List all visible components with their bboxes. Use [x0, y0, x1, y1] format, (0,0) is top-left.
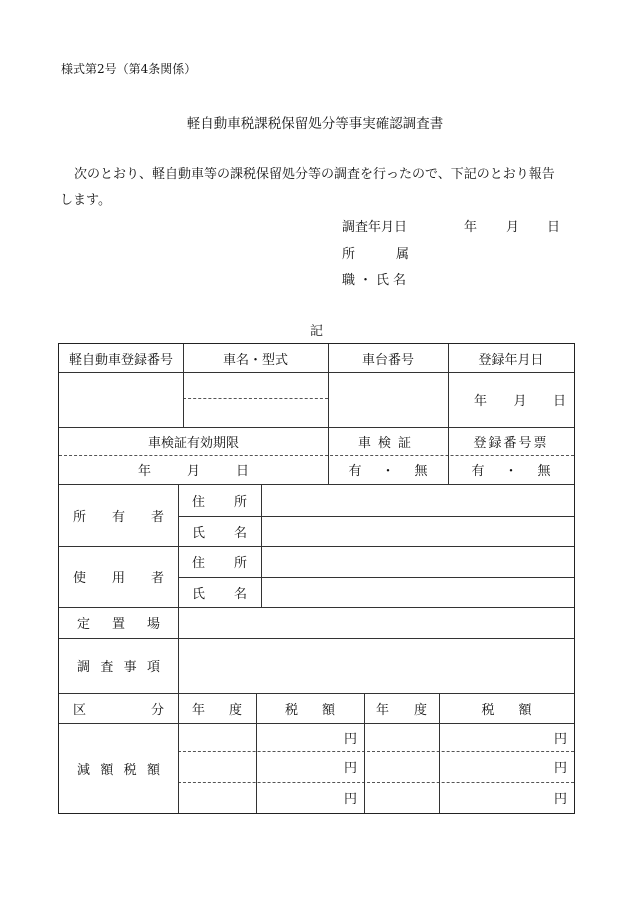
registration-date-input[interactable]: [448, 372, 574, 427]
tax-amount-input-1-1[interactable]: 円: [343, 731, 357, 747]
reg-date-month: 月: [513, 394, 527, 409]
tax-amount-input-2-3[interactable]: 円: [553, 792, 567, 807]
category-label: 区 分: [73, 702, 164, 718]
tax-amount-input-2-2[interactable]: 円: [553, 761, 567, 776]
fiscal-year-input-1-2[interactable]: [178, 751, 256, 782]
user-name-input[interactable]: [261, 577, 574, 607]
intro-text-line-1: 次のとおり、軽自動車等の課税保留処分等の調査を行ったので、下記のとおり報告: [74, 167, 555, 182]
vehicle-type-input[interactable]: [183, 398, 328, 427]
form-number: 様式第2号（第4条関係）: [61, 62, 197, 76]
registration-number-input[interactable]: [59, 372, 183, 427]
survey-date-day: 日: [547, 220, 561, 235]
survey-date-label: 調査年月日: [342, 220, 408, 235]
document-title: 軽自動車税課税保留処分等事実確認調査書: [186, 116, 444, 132]
tax-amount-input-2-1[interactable]: 円: [553, 731, 567, 747]
inspection-cert-choice[interactable]: 有 ・ 無: [348, 464, 428, 479]
user-address-input[interactable]: [261, 546, 574, 577]
inspection-expiry-header: 車検証有効期限: [147, 435, 239, 451]
tax-amount-header-2: 税 額: [481, 702, 532, 718]
owner-label: 所 有 者: [73, 509, 164, 525]
investigation-items-input[interactable]: [178, 638, 574, 693]
department-label-1: 所: [342, 247, 356, 262]
inspection-cert-header: 車検証: [357, 435, 418, 451]
owner-name-input[interactable]: [261, 516, 574, 546]
chassis-number-input[interactable]: [328, 372, 448, 427]
ki-heading: 記: [310, 324, 324, 339]
user-address-label: 住 所: [192, 556, 247, 571]
owner-name-label: 氏 名: [192, 525, 247, 541]
number-plate-choice[interactable]: 有 ・ 無: [471, 464, 551, 479]
user-label: 使 用 者: [73, 571, 164, 586]
fiscal-year-input-1-1[interactable]: [178, 723, 256, 751]
fiscal-year-input-2-3[interactable]: [364, 782, 439, 813]
vehicle-name-input[interactable]: [183, 372, 328, 398]
reduced-tax-label: 減 額 税 額: [77, 762, 160, 778]
storage-location-input[interactable]: [178, 607, 574, 638]
number-plate-header: 登録番号票: [473, 435, 549, 451]
fiscal-year-input-1-3[interactable]: [178, 782, 256, 813]
user-name-label: 氏 名: [192, 586, 247, 602]
tax-amount-input-1-3[interactable]: 円: [343, 792, 357, 807]
investigation-items-label: 調 査 事 項: [77, 660, 160, 675]
department-label-2: 属: [396, 247, 410, 262]
fiscal-year-input-2-2[interactable]: [364, 751, 439, 782]
fiscal-year-input-2-1[interactable]: [364, 723, 439, 751]
intro-text-line-2: します。: [60, 193, 111, 208]
position-name-label: 職・氏名: [342, 273, 411, 288]
registration-number-header: 軽自動車登録番号: [68, 352, 173, 368]
tax-amount-header-1: 税 額: [284, 702, 336, 718]
owner-address-label: 住 所: [192, 494, 247, 510]
owner-address-input[interactable]: [261, 484, 574, 516]
inspection-expiry-input[interactable]: 年 月 日: [137, 464, 250, 479]
fiscal-year-header-1: 年 度: [192, 702, 242, 718]
survey-date-year: 年: [464, 220, 478, 235]
fiscal-year-header-2: 年 度: [376, 702, 427, 718]
vehicle-model-header: 車名・型式: [222, 352, 288, 368]
reg-date-day: 日: [552, 394, 566, 409]
tax-amount-input-1-2[interactable]: 円: [343, 761, 357, 776]
storage-location-label: 定 置 場: [77, 617, 160, 632]
chassis-number-header: 車台番号: [361, 352, 414, 368]
reg-date-year: 年: [474, 394, 488, 409]
registration-date-header: 登録年月日: [478, 352, 544, 368]
survey-date-month: 月: [506, 220, 520, 235]
investigation-table: [58, 343, 575, 814]
